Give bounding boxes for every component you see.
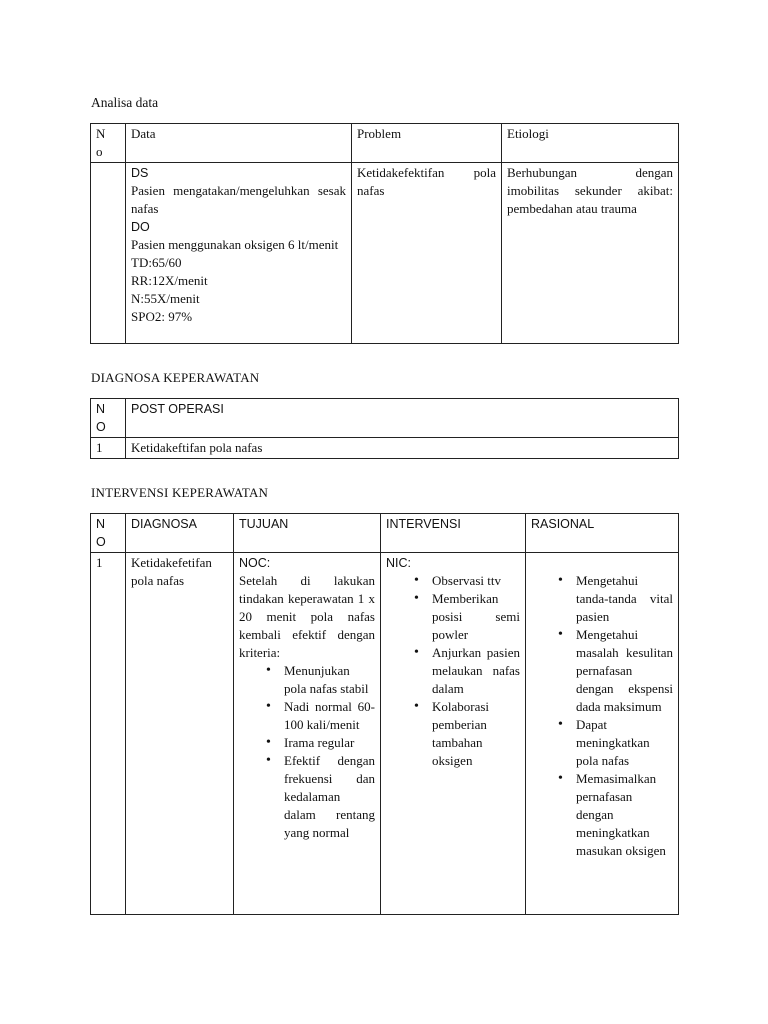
intervensi-list [386,572,520,770]
intervensi-heading: INTERVENSI KEPERAWATAN [91,485,269,500]
list-item: • Memasimalkan pernafasan dengan meningkatkan masukan oksigen [576,770,673,860]
row-no: 1 [91,553,126,915]
list-item: • Observasi ttv [432,572,520,590]
data-cell [126,163,352,344]
list-item: • Mengetahui masalah kesulitan pernafasan dengan ekspensi dada maksimum [576,626,673,716]
tujuan-list [239,662,375,842]
analisa-header-row [91,124,679,163]
diagnosa-table [90,398,679,459]
row-no: 1 [91,438,126,459]
header-etiologi: Etiologi [502,124,679,163]
analisa-data-row [91,163,679,344]
tujuan-text: Setelah di lakukan tindakan keperawatan 1 x 20 menit pola nafas kembali efektif dengan kriteria: [239,573,375,660]
list-item: • Anjurkan pasien melaukan nafas dalam [432,644,520,698]
data-line: TD:65/60 [131,255,182,270]
analisa-heading: Analisa data [91,95,159,110]
etiologi-cell: Berhubungan dengan imobilitas sekunder akibat: pembedahan atau trauma [502,163,679,344]
diagnosa-heading: DIAGNOSA KEPERAWATAN [91,370,260,385]
header-no: N O [91,514,126,553]
diagnosa-text: Ketidakeftifan pola nafas [126,438,679,459]
data-line: RR:12X/menit [131,273,208,288]
analisa-table [90,123,679,344]
data-line: DS [131,166,149,180]
row-no [91,163,126,344]
rasional-list [531,572,673,860]
problem-cell: Ketidakefektifan pola nafas [352,163,502,344]
intervensi-row [91,553,679,915]
diagnosa-row [91,438,679,459]
data-line: N:55X/menit [131,291,200,306]
header-problem: Problem [352,124,502,163]
list-item: • Nadi normal 60-100 kali/menit [284,698,375,734]
list-item: • Kolaborasi pemberian tambahan oksigen [432,698,520,770]
header-tujuan: TUJUAN [234,514,381,553]
list-item: • Irama regular [284,734,375,752]
header-diagnosa: DIAGNOSA [126,514,234,553]
data-line: DO [131,220,150,234]
diagnosa-cell: Ketidakefetifan pola nafas [126,553,234,915]
data-line: SPO2: 97% [131,309,193,324]
list-item: • Memberikan posisi semi powler [432,590,520,644]
list-item: • Menunjukan pola nafas stabil [284,662,375,698]
header-no: N O [91,399,126,438]
header-intervensi: INTERVENSI [381,514,526,553]
data-line: Pasien menggunakan oksigen 6 lt/menit [131,237,339,252]
list-item: • Efektif dengan frekuensi dan kedalaman dalam rentang yang normal [284,752,375,842]
rasional-cell [526,553,679,915]
intervensi-cell [381,553,526,915]
header-post-operasi: POST OPERASI [126,399,679,438]
tujuan-cell [234,553,381,915]
data-line: Pasien mengatakan/mengeluhkan sesak nafas [131,183,346,216]
header-no: N o [91,124,126,163]
header-data: Data [126,124,352,163]
intervensi-header-row [91,514,679,553]
intervensi-table [90,513,679,915]
list-item: • Dapat meningkatkan pola nafas [576,716,673,770]
header-rasional: RASIONAL [526,514,679,553]
list-item: • Mengetahui tanda-tanda vital pasien [576,572,673,626]
noc-label: NOC: [239,556,271,570]
nic-label: NIC: [386,556,411,570]
diagnosa-header-row [91,399,679,438]
